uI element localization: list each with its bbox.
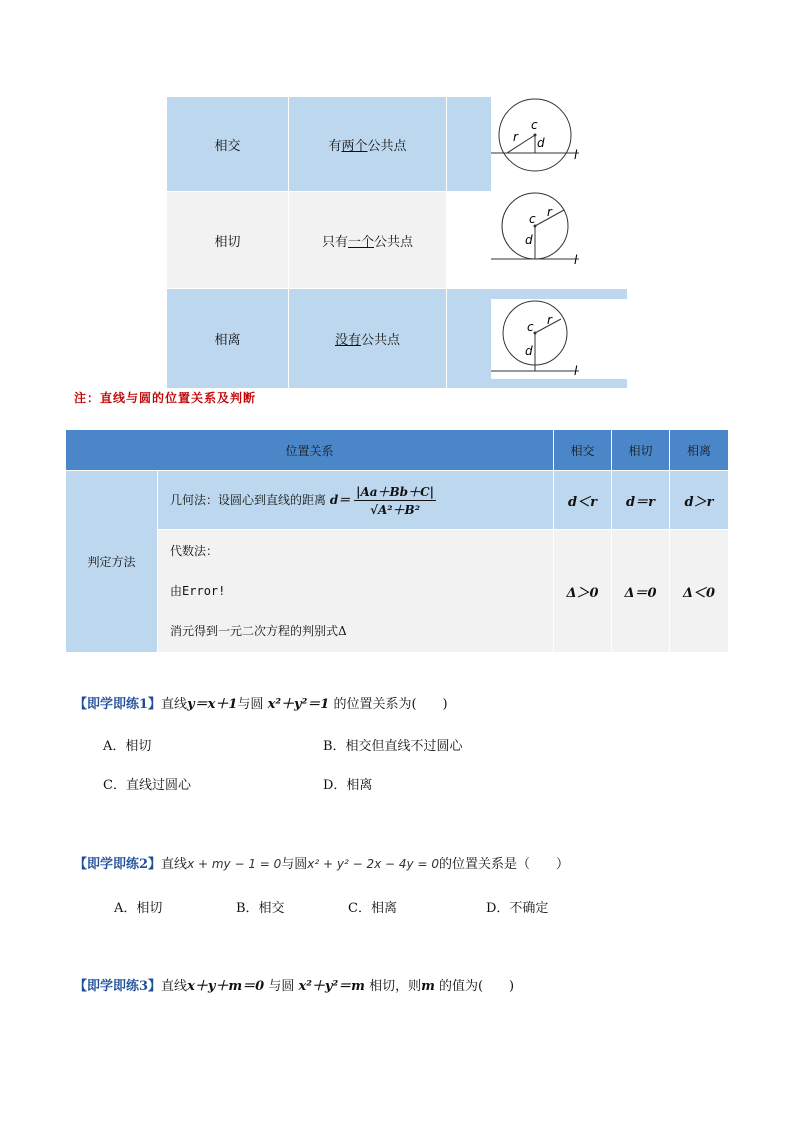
label-l: l: [574, 253, 578, 267]
relation-row-intersect: [167, 97, 628, 192]
relation-desc: 没有公共点: [289, 289, 447, 389]
header-tangent: 相切: [612, 430, 670, 471]
geo-intersect: d＜r: [554, 471, 612, 530]
relation-name: 相离: [167, 289, 289, 389]
label-d: d: [537, 136, 545, 150]
q1-option-a[interactable]: A．相切: [103, 739, 152, 754]
q2-option-c[interactable]: C．相离: [348, 901, 397, 916]
relation-name: 相切: [167, 192, 289, 289]
label-d: d: [525, 343, 533, 358]
header-relation: 位置关系: [66, 430, 554, 471]
geo-tangent: d＝r: [612, 471, 670, 530]
label-l: l: [574, 363, 578, 378]
question-3: 【即学即练3】直线x＋y＋m＝0 与圆 x²＋y²＝m 相切，则m 的值为( ): [74, 979, 515, 994]
question-2: 【即学即练2】直线x + my − 1 = 0与圆x² + y² − 2x − 4y = 0的位置关系是（ ）: [74, 857, 569, 872]
q1-option-d[interactable]: D．相离: [323, 778, 373, 793]
relation-row-separate: [167, 289, 628, 389]
alg-tangent: Δ＝0: [612, 530, 670, 653]
label-l: l: [574, 148, 578, 162]
diagram-cell: [447, 289, 628, 389]
intersect-diagram: [491, 97, 631, 191]
algebraic-method: 代数法： 由Error! 消元得到一元二次方程的判别式Δ: [158, 530, 554, 653]
judge-table: [65, 429, 729, 653]
diagram-cell: [447, 97, 628, 192]
label-r: r: [513, 130, 518, 144]
alg-separate: Δ＜0: [670, 530, 729, 653]
label-c: c: [531, 118, 538, 132]
tangent-diagram: [491, 192, 631, 288]
label-c: c: [529, 212, 536, 226]
method-label: 判定方法: [66, 471, 158, 653]
label-d: d: [525, 233, 533, 247]
q2-option-d[interactable]: D．不确定: [486, 901, 549, 916]
label-c: c: [527, 319, 534, 334]
alg-intersect: Δ＞0: [554, 530, 612, 653]
separate-diagram: [491, 299, 631, 379]
judge-header-row: [66, 430, 729, 471]
header-intersect: 相交: [554, 430, 612, 471]
note-heading: 注：直线与圆的位置关系及判断: [74, 391, 257, 405]
relation-table: [166, 96, 628, 389]
relation-name: 相交: [167, 97, 289, 192]
header-separate: 相离: [670, 430, 729, 471]
relation-desc: 有两个公共点: [289, 97, 447, 192]
relation-row-tangent: [167, 192, 628, 289]
relation-desc: 只有一个公共点: [289, 192, 447, 289]
geo-separate: d＞r: [670, 471, 729, 530]
q2-option-b[interactable]: B．相交: [236, 901, 285, 916]
label-r: r: [547, 312, 552, 327]
diagram-cell: [447, 192, 628, 289]
algebraic-row: [66, 530, 729, 653]
geometric-row: [66, 471, 729, 530]
q1-option-c[interactable]: C．直线过圆心: [103, 778, 191, 793]
geometric-method: 几何法：设圆心到直线的距离 d＝ $\frac{|Aa+Bb+C|}{\text{√A²＋B²}}$: [158, 471, 554, 530]
q1-option-b[interactable]: B．相交但直线不过圆心: [323, 739, 463, 754]
question-1: 【即学即练1】直线y＝x＋1与圆 x²＋y²＝1 的位置关系为( ): [74, 697, 448, 712]
label-r: r: [547, 205, 552, 219]
distance-formula: $\frac{|Aa+Bb+C|}{\text{√A²＋B²}}$: [356, 484, 434, 517]
q2-option-a[interactable]: A．相切: [114, 901, 163, 916]
